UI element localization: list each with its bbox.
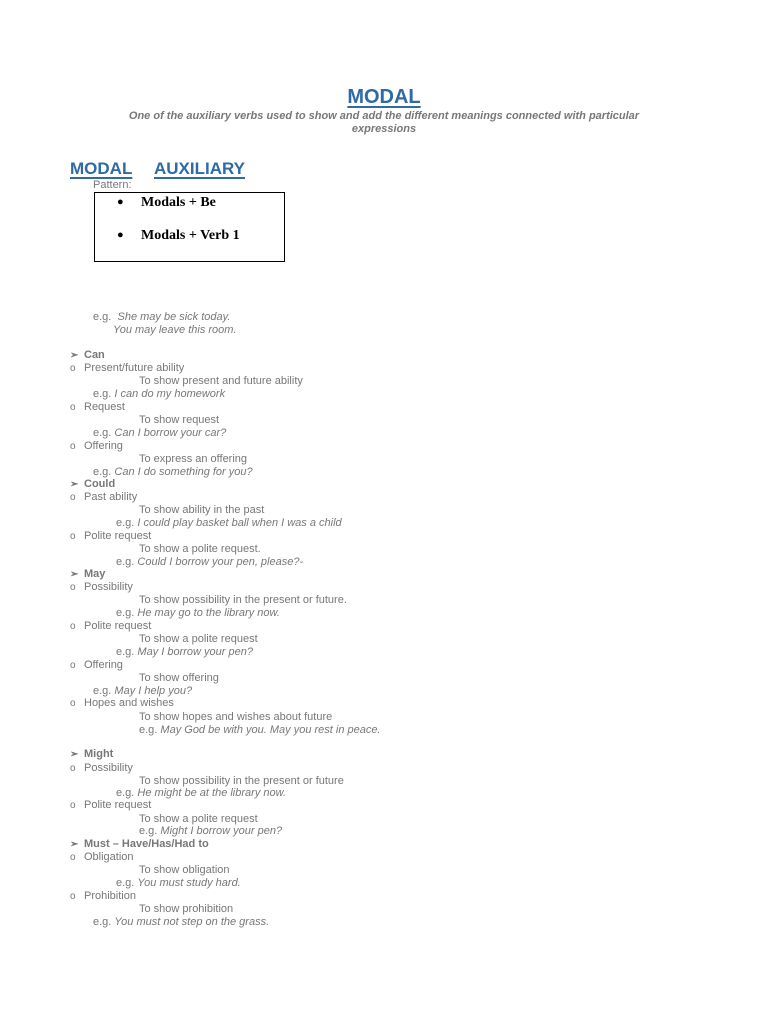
item-label: o Polite request [70,799,152,811]
intro-example-line1: e.g. She may be sick today. [93,311,231,323]
item-example: e.g. You must not step on the grass. [93,916,270,928]
item-label: o Present/future ability [70,362,185,374]
circle-bullet-icon: o [70,891,76,902]
item-label: o Polite request [70,530,152,542]
item-description: To show obligation [139,864,230,876]
arrow-bullet-icon: ➢ [70,749,79,760]
bullet-dot-icon: ● [117,196,124,208]
circle-bullet-icon: o [70,582,76,593]
item-label: o Request [70,401,125,413]
item-label: o Prohibition [70,890,136,902]
item-description: To show possibility in the present or future. [139,594,347,606]
section-heading-might: ➢ Might [70,748,114,760]
circle-bullet-icon: o [70,621,76,632]
item-description: To show hopes and wishes about future [139,711,333,723]
item-example: e.g. Might I borrow your pen? [139,825,283,837]
section-heading-could: ➢ Could [70,478,116,490]
item-description: To show prohibition [139,903,234,915]
item-example: e.g. Can I borrow your car? [93,427,227,439]
item-example: e.g. I could play basket ball when I was a child [116,517,342,529]
circle-bullet-icon: o [70,698,76,709]
item-description: To show possibility in the present or future [139,775,344,787]
item-description: To show request [139,414,220,426]
item-label: o Obligation [70,851,134,863]
item-label: o Hopes and wishes [70,697,174,709]
circle-bullet-icon: o [70,852,76,863]
item-example: e.g. You must study hard. [116,877,241,889]
section-heading-must: ➢ Must – Have/Has/Had to [70,838,209,850]
item-label: o Polite request [70,620,152,632]
item-description: To show present and future ability [139,375,303,387]
circle-bullet-icon: o [70,492,76,503]
circle-bullet-icon: o [70,531,76,542]
item-example: e.g. I can do my homework [93,388,226,400]
item-example: e.g. May God be with you. May you rest in peace. [139,724,381,736]
item-example: e.g. Can I do something for you? [93,466,253,478]
page-title: MODAL [347,86,421,108]
item-description: To show a polite request [139,813,258,825]
section-heading-can: ➢ Can [70,349,105,361]
circle-bullet-icon: o [70,441,76,452]
circle-bullet-icon: o [70,363,76,374]
intro-example-line2: You may leave this room. [113,324,237,336]
item-example: e.g. May I borrow your pen? [116,646,253,658]
item-description: To show a polite request [139,633,258,645]
pattern-item: ● Modals + Verb 1 [117,228,240,243]
item-label: o Possibility [70,581,133,593]
circle-bullet-icon: o [70,660,76,671]
arrow-bullet-icon: ➢ [70,350,79,361]
arrow-bullet-icon: ➢ [70,569,79,580]
heading-auxiliary: AUXILIARY [154,159,245,178]
item-label: o Offering [70,659,123,671]
section-heading-may: ➢ May [70,568,106,580]
item-label: o Past ability [70,491,138,503]
circle-bullet-icon: o [70,402,76,413]
bullet-dot-icon: ● [117,229,124,241]
item-example: e.g. May I help you? [93,685,193,697]
pattern-item: ● Modals + Be [117,195,216,210]
item-example: e.g. Could I borrow your pen, please?- [116,556,304,568]
heading-modal: MODAL [70,159,133,178]
item-label: o Offering [70,440,123,452]
circle-bullet-icon: o [70,800,76,811]
item-description: To show ability in the past [139,504,265,516]
arrow-bullet-icon: ➢ [70,479,79,490]
item-description: To express an offering [139,453,248,465]
item-label: o Possibility [70,762,133,774]
item-description: To show offering [139,672,219,684]
item-example: e.g. He may go to the library now. [116,607,280,619]
item-example: e.g. He might be at the library now. [116,787,286,799]
item-description: To show a polite request. [139,543,261,555]
pattern-box [94,192,285,262]
pattern-label: Pattern: [93,179,132,191]
arrow-bullet-icon: ➢ [70,839,79,850]
page-subtitle: One of the auxiliary verbs used to show and add the different meanings connected with particular expressions [128,110,640,135]
circle-bullet-icon: o [70,763,76,774]
